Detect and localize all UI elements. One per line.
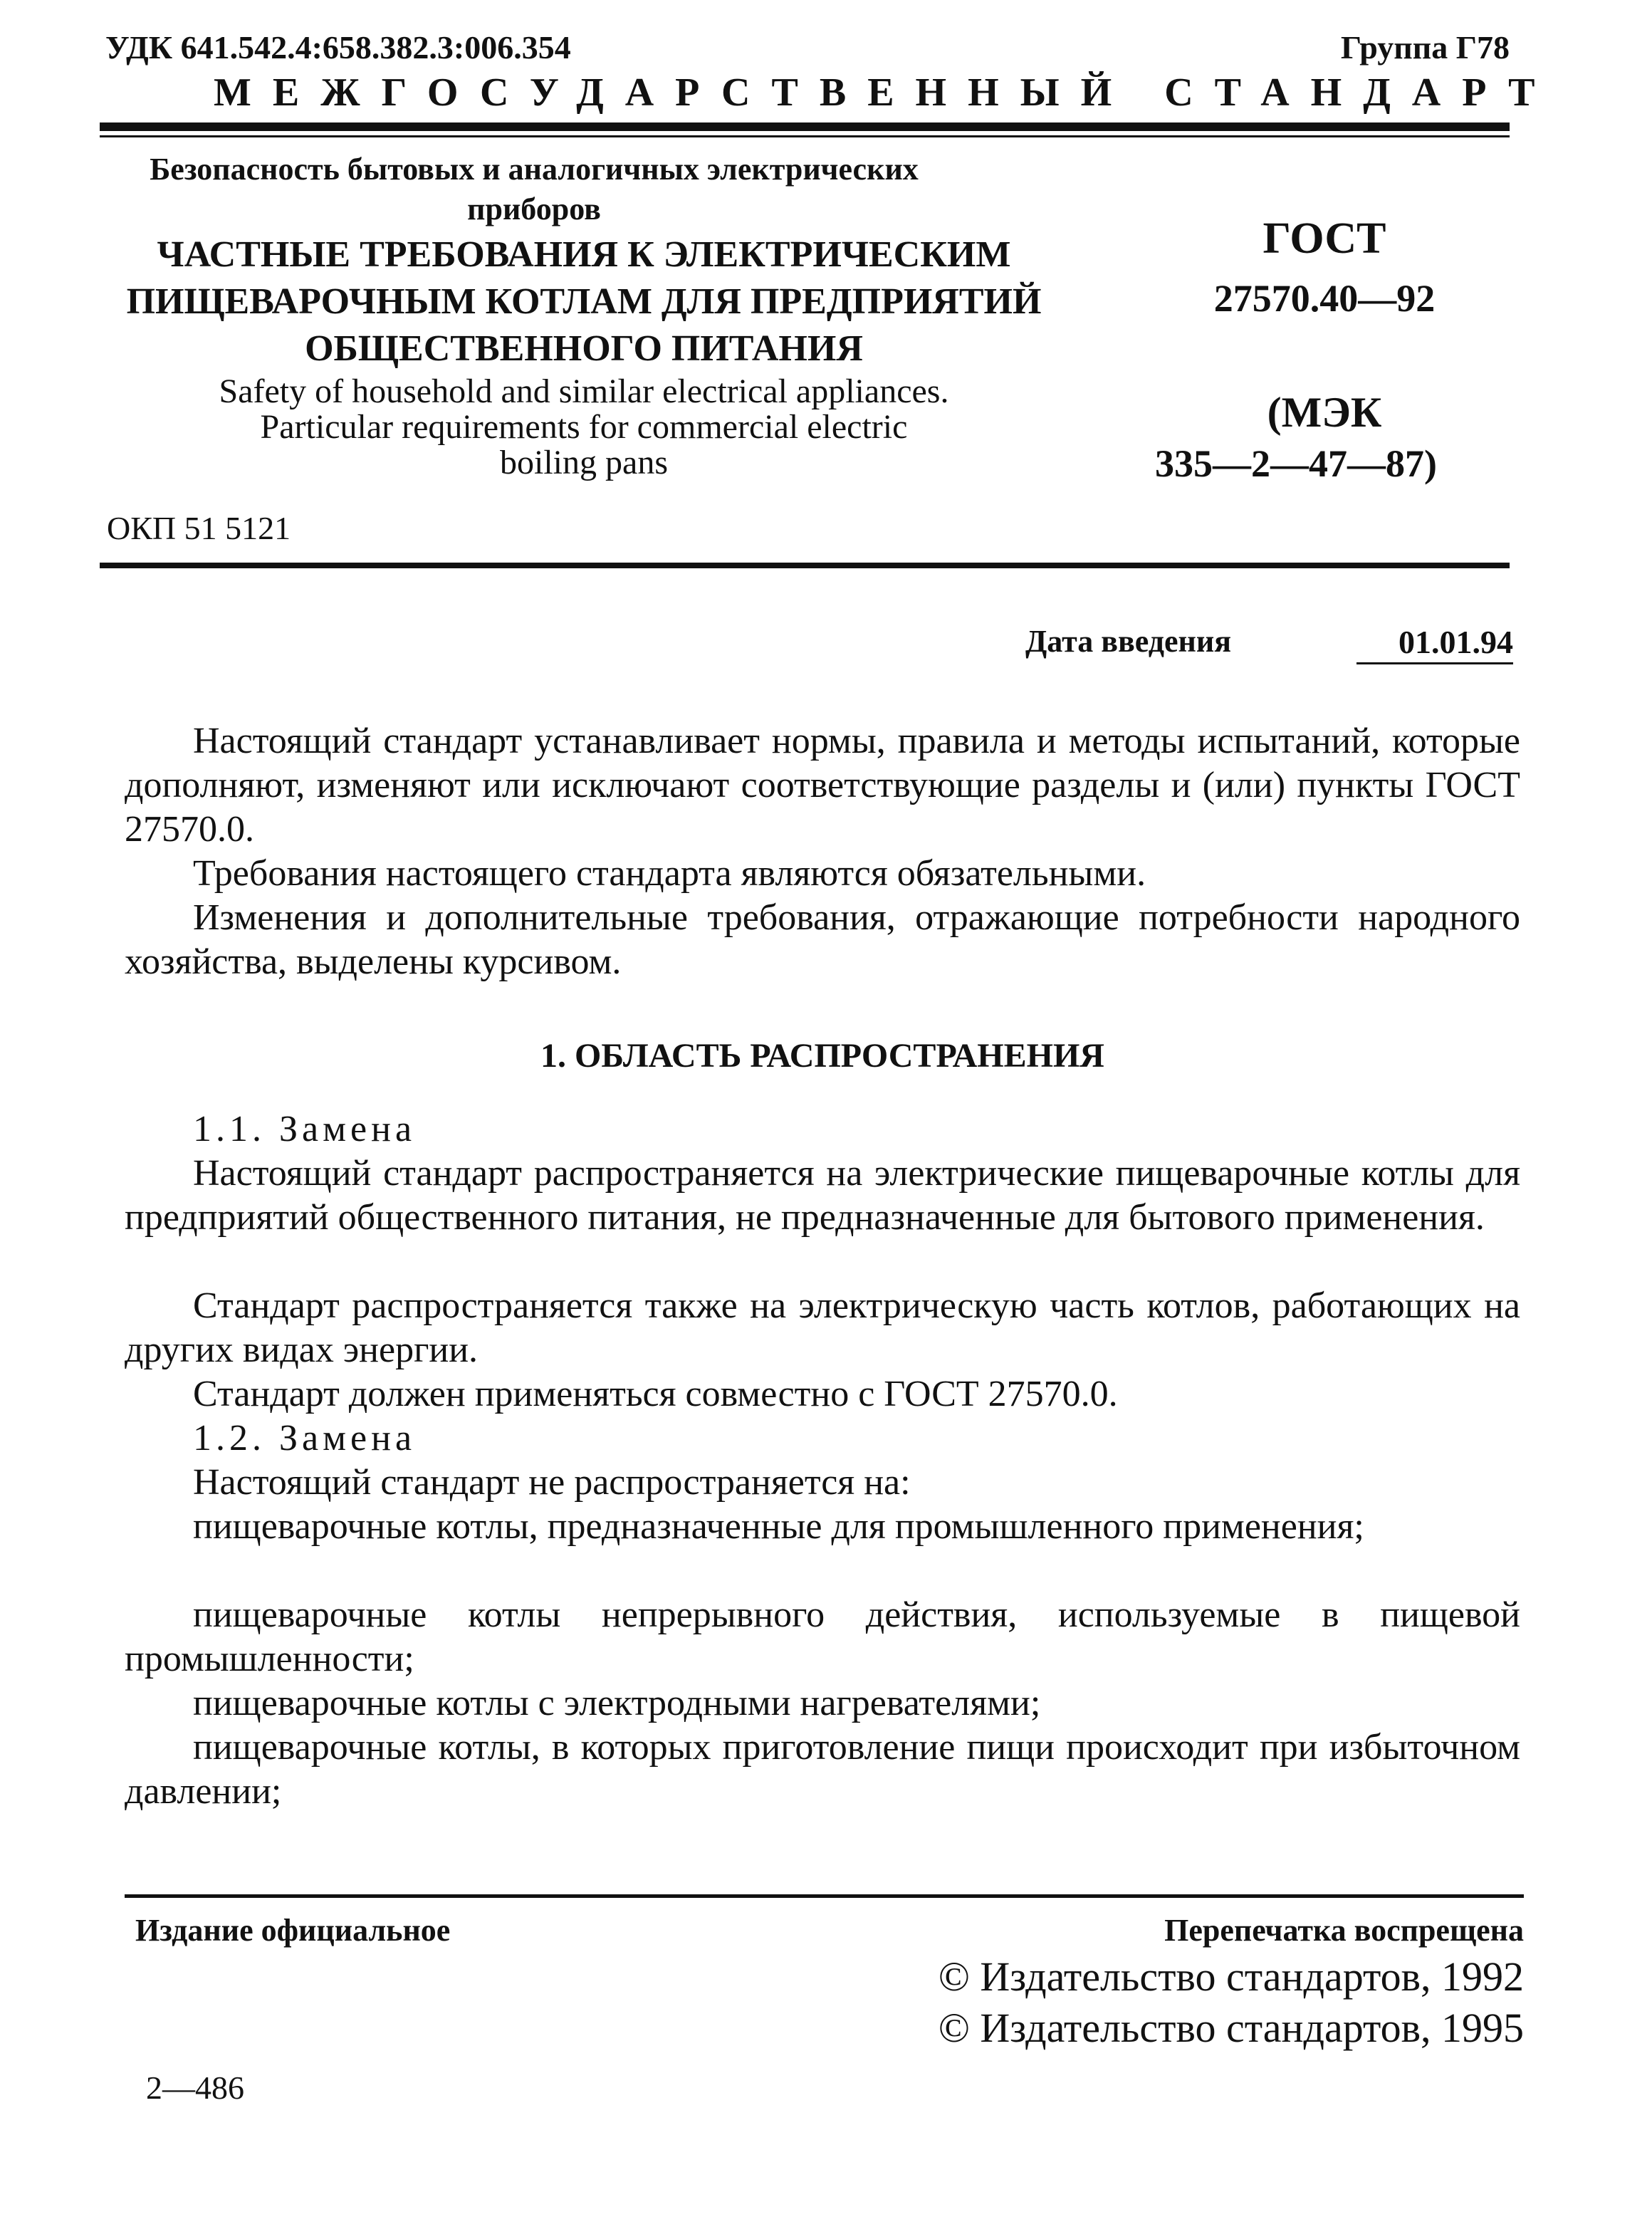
intro-date-underline [1356, 662, 1513, 664]
copyright-1995: © Издательство стандартов, 1995 [938, 2005, 1524, 2051]
clause-1-1-paragraph-a: Настоящий стандарт распространяется на электрические пищеварочные котлы для предприятий общественного питания, не предназначенные для бытового применения. [125, 1153, 1520, 1238]
reprint-prohibited-label: Перепечатка воспрещена [1164, 1913, 1524, 1948]
english-title: Safety of household and similar electrical appliances. Particular requirements for commercial electric boiling pans [219, 372, 949, 481]
intro-paragraph-2: Требования настоящего стандарта являются обязательными. [193, 853, 1146, 894]
gost-number: 27570.40—92 [1213, 277, 1436, 320]
header-rule-thick [100, 122, 1510, 131]
clause-1-1-paragraph-b: Стандарт распространяется также на электрическую часть котлов, работающих на других видах энергии. [125, 1285, 1520, 1370]
standard-type: МЕЖГОСУДАРСТВЕННЫЙ СТАНДАРТ [214, 71, 1557, 115]
title-block-rule [100, 563, 1510, 568]
intro-paragraph-1: Настоящий стандарт устанавливает нормы, правила и методы испытаний, которые дополняют, изменяют или исключают соответствующие разделы и (или) пункты ГОСТ 27570.0. [125, 721, 1520, 850]
intro-date-label: Дата введения [1025, 624, 1232, 659]
intro-paragraph-3: Изменения и дополнительные требования, отражающие потребности народного хозяйства, выделены курсивом. [125, 897, 1520, 982]
clause-1-2-paragraph-e: пищеварочные котлы, в которых приготовление пищи происходит при избыточном давлении; [125, 1727, 1520, 1812]
clause-1-2-paragraph-d: пищеварочные котлы с электродными нагревателями; [193, 1683, 1041, 1723]
gost-label: ГОСТ [1262, 214, 1386, 263]
iec-label: (МЭК [1267, 389, 1382, 436]
footer-rule [125, 1894, 1524, 1898]
okp-code: ОКП 51 5121 [107, 510, 291, 546]
clause-1-2-paragraph-c: пищеварочные котлы непрерывного действия, используемые в пищевой промышленности; [125, 1595, 1520, 1679]
clause-1-1-heading: 1.1. Замена [193, 1109, 417, 1149]
section-1-title: 1. ОБЛАСТЬ РАСПРОСТРАНЕНИЯ [540, 1037, 1104, 1075]
group-code: Группа Г78 [1340, 29, 1510, 66]
udk-code: УДК 641.542.4:658.382.3:006.354 [105, 29, 571, 66]
copyright-1992: © Издательство стандартов, 1992 [938, 1953, 1524, 2000]
clause-1-2-heading: 1.2. Замена [193, 1418, 417, 1458]
official-edition-label: Издание официальное [135, 1913, 451, 1948]
clause-1-2-paragraph-b: пищеварочные котлы, предназначенные для промышленного применения; [193, 1506, 1364, 1547]
page-code: 2—486 [146, 2070, 244, 2106]
header-rule-thin [100, 135, 1510, 137]
clause-1-1-paragraph-c: Стандарт должен применяться совместно с ГОСТ 27570.0. [193, 1374, 1118, 1414]
standard-title: ЧАСТНЫЕ ТРЕБОВАНИЯ К ЭЛЕКТРИЧЕСКИМ ПИЩЕВАРОЧНЫМ КОТЛАМ ДЛЯ ПРЕДПРИЯТИЙ ОБЩЕСТВЕННОГО ПИТАНИЯ [126, 234, 1042, 369]
iec-number: 335—2—47—87) [1155, 442, 1437, 485]
standard-topic: Безопасность бытовых и аналогичных электрических приборов [150, 152, 919, 226]
clause-1-2-paragraph-a: Настоящий стандарт не распространяется на: [193, 1462, 911, 1503]
intro-date-value: 01.01.94 [1399, 624, 1513, 660]
